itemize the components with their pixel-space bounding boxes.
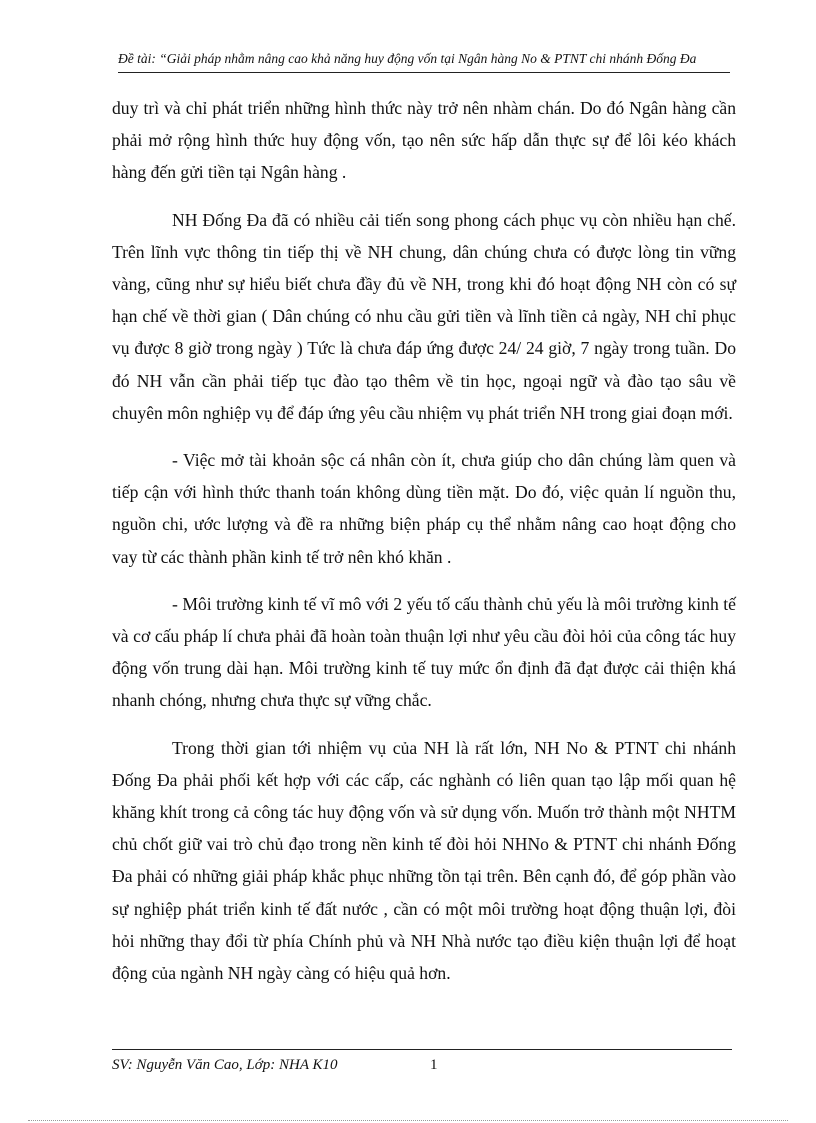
- paragraph-service-limits: NH Đống Đa đã có nhiều cải tiến song phong cách phục vụ còn nhiều hạn chế. Trên lĩnh vực thông tin tiếp thị về NH chung, dân chúng chưa có được lòng tin vững vàng, cũng như sự hiểu biết chưa đầy đủ về NH, trong khi đó hoạt động NH còn có sự hạn chế về thời gian ( Dân chúng có nhu cầu gửi tiền và lĩnh tiền cả ngày, NH chỉ phục vụ được 8 giờ trong ngày ) Tức là chưa đáp ứng được 24/ 24 giờ, 7 ngày trong tuần. Do đó NH vẫn cần phải tiếp tục đào tạo thêm về tin học, ngoại ngữ và đào tạo sâu về chuyên môn nghiệp vụ để đáp ứng yêu cầu nhiệm vụ phát triển NH trong giai đoạn mới.: [112, 209, 736, 423]
- paragraph-macro-environment: - Môi trường kinh tế vĩ mô với 2 yếu tố cấu thành chủ yếu là môi trường kinh tế và cơ cấu pháp lí chưa phải đã hoàn toàn thuận lợi như yêu cầu đòi hỏi của công tác huy động vốn trung dài hạn. Môi trường kinh tế tuy mức ổn định đã đạt được cải thiện khá nhanh chóng, nhưng chưa thực sự vững chắc.: [112, 593, 736, 711]
- page-bottom-edge: [28, 1120, 788, 1121]
- document-body: [112, 92, 736, 1004]
- header-title: Đề tài: “Giải pháp nhằm nâng cao khả năng huy động vốn tại Ngân hàng No & PTNT chi nhánh Đống Đa: [118, 51, 697, 66]
- paragraph-future-tasks: Trong thời gian tới nhiệm vụ của NH là rất lớn, NH No & PTNT chi nhánh Đống Đa phải phối kết hợp với các cấp, các nghành có liên quan tạo lập mối quan hệ khăng khít trong cả công tác huy động vốn và sử dụng vốn. Muốn trở thành một NHTM chủ chốt giữ vai trò chủ đạo trong nền kinh tế đòi hỏi NHNo & PTNT chi nhánh Đống Đa phải có những giải pháp khắc phục những tồn tại trên. Bên cạnh đó, để góp phần vào sự nghiệp phát triển kinh tế đất nước , cần có một môi trường hoạt động thuận lợi, đòi hỏi những thay đổi từ phía Chính phủ và NH Nhà nước tạo điều kiện thuận lợi để hoạt động của ngành NH ngày càng có hiệu quả hơn.: [112, 737, 736, 984]
- footer-author: SV: Nguyễn Văn Cao, Lớp: NHA K10: [112, 1057, 338, 1073]
- paragraph-personal-accounts: - Việc mở tài khoản sộc cá nhân còn ít, chưa giúp cho dân chúng làm quen và tiếp cận với hình thức thanh toán không dùng tiền mặt. Do đó, việc quản lí nguồn thu, nguồn chi, ước lượng và đề ra những biện pháp cụ thể nhằm nâng cao hoạt động cho vay từ các thành phần kinh tế trở nên khó khăn .: [112, 450, 736, 567]
- page-footer: [112, 1049, 732, 1075]
- page-header: [118, 50, 730, 73]
- page-number: 1: [430, 1057, 438, 1073]
- paragraph-continuation: duy trì và chỉ phát triển những hình thức này trở nên nhàm chán. Do đó Ngân hàng cần phải mở rộng hình thức huy động vốn, tạo nên sức hấp dẫn thực sự để lôi kéo khách hàng đến gửi tiền tại Ngân hàng .: [112, 98, 736, 183]
